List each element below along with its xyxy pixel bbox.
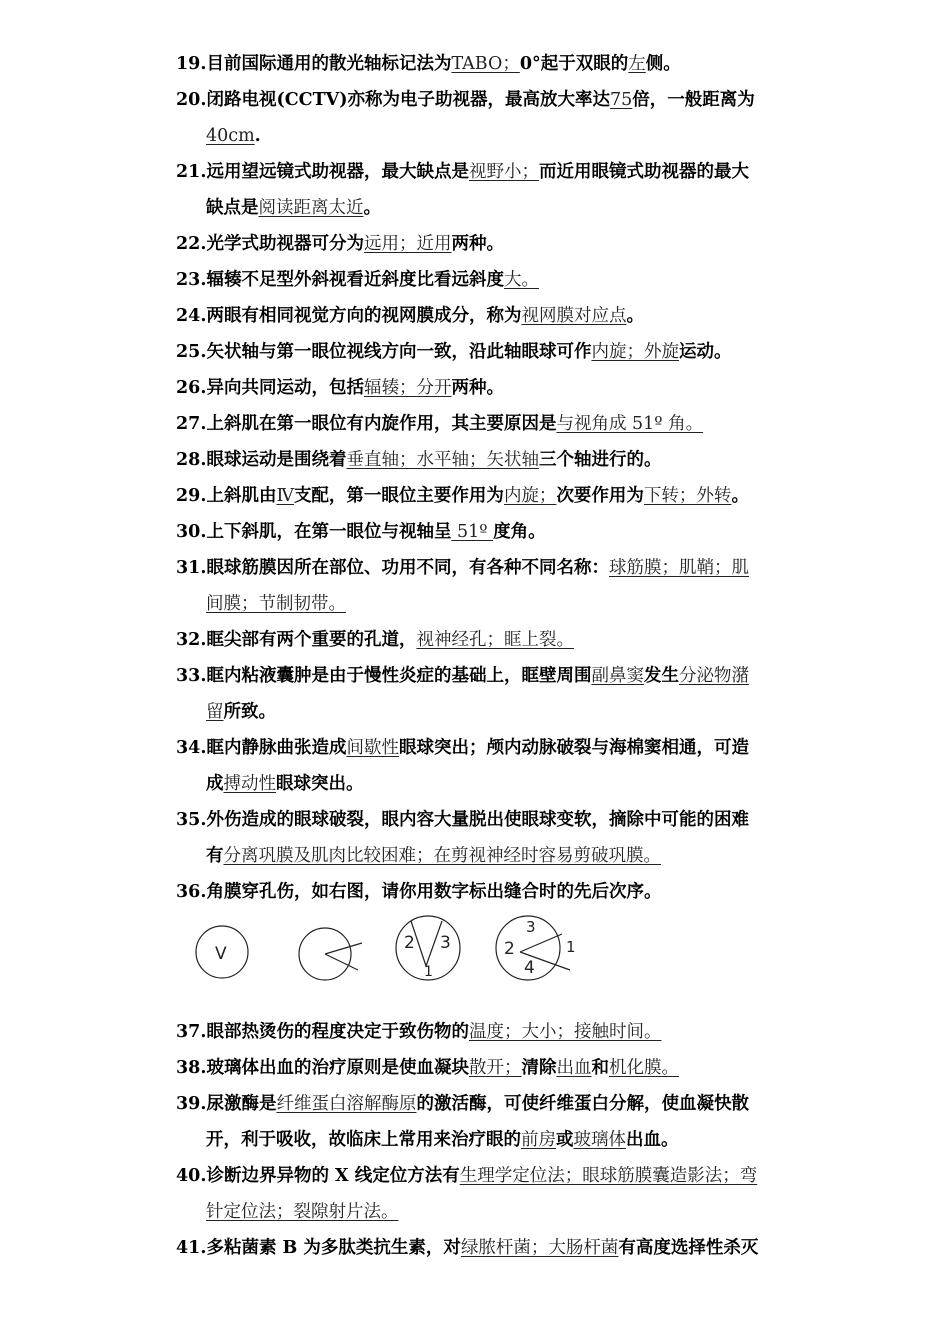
question-line	[176, 298, 808, 334]
question-number: 33.	[176, 666, 207, 686]
question-line	[176, 442, 808, 478]
question-0	[176, 46, 808, 82]
answer-text: 机化膜。	[608, 1058, 679, 1078]
question-line	[176, 46, 808, 82]
answer-text: 与视角成 51º 角。	[556, 414, 704, 434]
question-text: 眶尖部有两个重要的孔道，	[206, 630, 417, 650]
question-line	[176, 622, 808, 658]
question-line	[176, 694, 808, 730]
question-text: 倍，一般距离为	[632, 90, 755, 110]
question-text: 或	[556, 1130, 574, 1150]
question-line	[176, 262, 808, 298]
answer-text: 75	[609, 90, 633, 110]
question-9	[176, 442, 808, 478]
suture-diagram	[190, 910, 590, 1000]
question-line	[176, 874, 808, 910]
answer-text: 球筋膜；肌鞘；肌	[608, 558, 749, 578]
question-line	[176, 1014, 808, 1050]
answer-text: 绿脓杆菌；大肠杆菌	[460, 1238, 619, 1258]
question-line	[176, 730, 808, 766]
label-c3-2: 1	[424, 964, 433, 980]
answer-text: 下转；外转	[643, 486, 732, 506]
question-text: 两种。	[451, 234, 504, 254]
answer-text: TABO；	[451, 54, 520, 74]
question-text: 度角。	[493, 522, 546, 542]
question-19	[176, 1050, 808, 1086]
question-number: 38.	[176, 1058, 207, 1078]
question-1	[176, 82, 808, 154]
question-line	[176, 802, 808, 838]
question-text: 闭路电视(CCTV)亦称为电子助视器，最高放大率达	[206, 90, 610, 110]
question-2	[176, 154, 808, 226]
question-text: 上下斜肌，在第一眼位与视轴呈	[206, 522, 452, 542]
label-c4-0: 3	[526, 918, 536, 936]
question-number: 25.	[176, 342, 207, 362]
question-text: 尿激酶是	[206, 1094, 277, 1114]
question-line	[176, 1194, 808, 1230]
question-5	[176, 298, 808, 334]
question-text: 诊断边界异物的 X 线定位方法有	[206, 1166, 460, 1186]
question-number: 30.	[176, 522, 207, 542]
question-text: 次要作用为	[556, 486, 644, 506]
answer-text: 副鼻窦	[591, 666, 644, 686]
question-text: 异向共同运动，包括	[206, 378, 364, 398]
answer-text: 留	[206, 702, 224, 722]
question-line	[176, 1230, 808, 1266]
question-line	[176, 766, 808, 802]
question-text: 而近用眼镜式助视器的最大	[538, 162, 749, 182]
question-text: 有高度选择性杀灭	[618, 1238, 759, 1258]
question-11	[176, 514, 808, 550]
answer-text: 视网膜对应点	[521, 306, 627, 326]
label-c3-0: 2	[404, 933, 415, 953]
question-line	[176, 82, 808, 118]
answer-text: 玻璃体	[573, 1130, 626, 1150]
question-text: 和	[591, 1058, 609, 1078]
question-line	[176, 514, 808, 550]
question-line	[176, 550, 808, 586]
answer-text: 搏动性	[223, 774, 276, 794]
question-8	[176, 406, 808, 442]
question-text: .	[254, 126, 261, 146]
wound-line-4a	[520, 934, 562, 952]
answer-text: 温度；大小；接触时间。	[468, 1022, 662, 1042]
answer-text: 间膜；节制韧带。	[206, 594, 346, 614]
question-text: 。	[363, 198, 381, 218]
question-line	[176, 1122, 808, 1158]
question-number: 39.	[176, 1094, 207, 1114]
question-12	[176, 550, 808, 622]
question-text: 。	[626, 306, 644, 326]
answer-text: 垂直轴；水平轴；矢状轴	[346, 450, 539, 470]
question-line	[176, 370, 808, 406]
question-number: 20.	[176, 90, 207, 110]
answer-text: 出血	[556, 1058, 592, 1078]
label-c3-1: 3	[440, 933, 451, 953]
question-line	[176, 334, 808, 370]
question-line	[176, 586, 808, 622]
question-15	[176, 730, 808, 802]
question-text: 上斜肌在第一眼位有内旋作用，其主要原因是	[206, 414, 557, 434]
question-number: 29.	[176, 486, 207, 506]
question-13	[176, 622, 808, 658]
answer-text: 内旋；	[503, 486, 557, 506]
question-text: 有	[206, 846, 224, 866]
question-line	[176, 1050, 808, 1086]
question-14	[176, 658, 808, 730]
question-text: 出血。	[626, 1130, 679, 1150]
answer-text: 分离巩膜及肌肉比较困难；在剪视神经时容易剪破巩膜。	[223, 846, 661, 866]
question-number: 31.	[176, 558, 207, 578]
question-text: 光学式助视器可分为	[206, 234, 364, 254]
question-text: 眼球突出；颅内动脉破裂与海棉窦相通，可造	[398, 738, 749, 758]
question-6	[176, 334, 808, 370]
question-text: 清除	[521, 1058, 557, 1078]
question-text: 矢状轴与第一眼位视线方向一致，沿此轴眼球可作	[206, 342, 592, 362]
question-text: 支配，第一眼位主要作用为	[293, 486, 504, 506]
question-text: 发生	[643, 666, 679, 686]
answer-text: 内旋；外旋	[591, 342, 679, 362]
question-number: 36.	[176, 882, 207, 902]
question-17	[176, 874, 808, 910]
question-text: 侧。	[645, 54, 681, 74]
wound-line-2b	[325, 954, 358, 970]
question-18	[176, 1014, 808, 1050]
question-22	[176, 1230, 808, 1266]
question-number: 22.	[176, 234, 207, 254]
question-number: 37.	[176, 1022, 207, 1042]
answer-text: 纤维蛋白溶解酶原	[276, 1094, 417, 1114]
question-line	[176, 838, 808, 874]
label-c1-0: V	[215, 944, 227, 964]
question-text: 多粘菌素 B 为多肽类抗生素，对	[206, 1238, 461, 1258]
question-3	[176, 226, 808, 262]
question-text: 三个轴进行的。	[538, 450, 662, 470]
question-number: 35.	[176, 810, 207, 830]
question-text: 目前国际通用的散光轴标记法为	[206, 54, 452, 74]
answer-text: 视野小；	[468, 162, 539, 182]
question-text: 两眼有相同视觉方向的视网膜成分，称为	[206, 306, 522, 326]
question-number: 41.	[176, 1238, 207, 1258]
answer-text: 远用；近用	[363, 234, 452, 254]
question-text: 0°起于双眼的	[519, 54, 629, 74]
question-10	[176, 478, 808, 514]
question-21	[176, 1158, 808, 1230]
question-text: 眼球运动是围绕着	[206, 450, 347, 470]
question-text: 眼球突出。	[276, 774, 364, 794]
question-text: 。	[731, 486, 749, 506]
answer-text: 辐辏；分开	[363, 378, 452, 398]
question-text: 成	[206, 774, 224, 794]
question-line	[176, 1158, 808, 1194]
question-text: 所致。	[223, 702, 276, 722]
answer-text: 左	[628, 54, 646, 74]
question-line	[176, 118, 808, 154]
question-number: 21.	[176, 162, 207, 182]
question-line	[176, 406, 808, 442]
question-number: 24.	[176, 306, 207, 326]
question-text: 上斜肌由	[206, 486, 277, 506]
label-c4-1: 2	[504, 939, 515, 959]
question-line	[176, 226, 808, 262]
question-4	[176, 262, 808, 298]
answer-text: 生理学定位法；眼球筋膜囊造影法；弯	[459, 1166, 758, 1186]
question-text: 眼球筋膜因所在部位、功用不同，有各种不同名称：	[206, 558, 609, 578]
question-line	[176, 190, 808, 226]
question-7	[176, 370, 808, 406]
question-text: 运动。	[678, 342, 732, 362]
question-text: 外伤造成的眼球破裂，眼内容大量脱出使眼球变软，摘除中可能的困难	[206, 810, 749, 830]
question-line	[176, 658, 808, 694]
question-16	[176, 802, 808, 874]
question-text: 两种。	[451, 378, 504, 398]
question-text: 开，利于吸收，故临床上常用来治疗眼的	[206, 1130, 521, 1150]
question-text: 辐辏不足型外斜视看近斜度比看远斜度	[206, 270, 504, 290]
question-text: 角膜穿孔伤，如右图，请你用数字标出缝合时的先后次序。	[206, 882, 662, 902]
question-number: 40.	[176, 1166, 207, 1186]
answer-text: 51º	[451, 522, 494, 542]
question-20	[176, 1086, 808, 1158]
question-text: 眶内静脉曲张造成	[206, 738, 347, 758]
answer-text: 阅读距离太近	[258, 198, 364, 218]
question-number: 23.	[176, 270, 207, 290]
answer-text: 间歇性	[346, 738, 399, 758]
wound-line-2a	[325, 943, 362, 954]
answer-text: 针定位法；裂隙射片法。	[206, 1202, 399, 1222]
question-text: 眼部热烫伤的程度决定于致伤物的	[206, 1022, 469, 1042]
question-line	[176, 1086, 808, 1122]
question-number: 32.	[176, 630, 207, 650]
answer-text: 40cm	[206, 126, 255, 146]
question-number: 27.	[176, 414, 207, 434]
question-number: 28.	[176, 450, 207, 470]
answer-text: 视神经孔；眶上裂。	[416, 630, 574, 650]
question-number: 19.	[176, 54, 207, 74]
label-c4-3: 4	[524, 958, 535, 978]
answer-text: 大。	[503, 270, 539, 290]
answer-text: Ⅳ	[276, 486, 294, 506]
answer-text: 散开；	[468, 1058, 522, 1078]
question-number: 34.	[176, 738, 207, 758]
answer-text: 前房	[521, 1130, 556, 1150]
question-text: 缺点是	[206, 198, 259, 218]
label-c4-2: 1	[566, 938, 576, 956]
question-text: 远用望远镜式助视器，最大缺点是	[206, 162, 469, 182]
question-line	[176, 154, 808, 190]
question-number: 26.	[176, 378, 207, 398]
question-text: 眶内粘液囊肿是由于慢性炎症的基础上，眶壁周围	[206, 666, 592, 686]
answer-text: 分泌物潴	[678, 666, 749, 686]
question-line	[176, 478, 808, 514]
question-text: 玻璃体出血的治疗原则是使血凝块	[206, 1058, 469, 1078]
question-text: 的激活酶，可使纤维蛋白分解，使血凝快散	[416, 1094, 749, 1114]
